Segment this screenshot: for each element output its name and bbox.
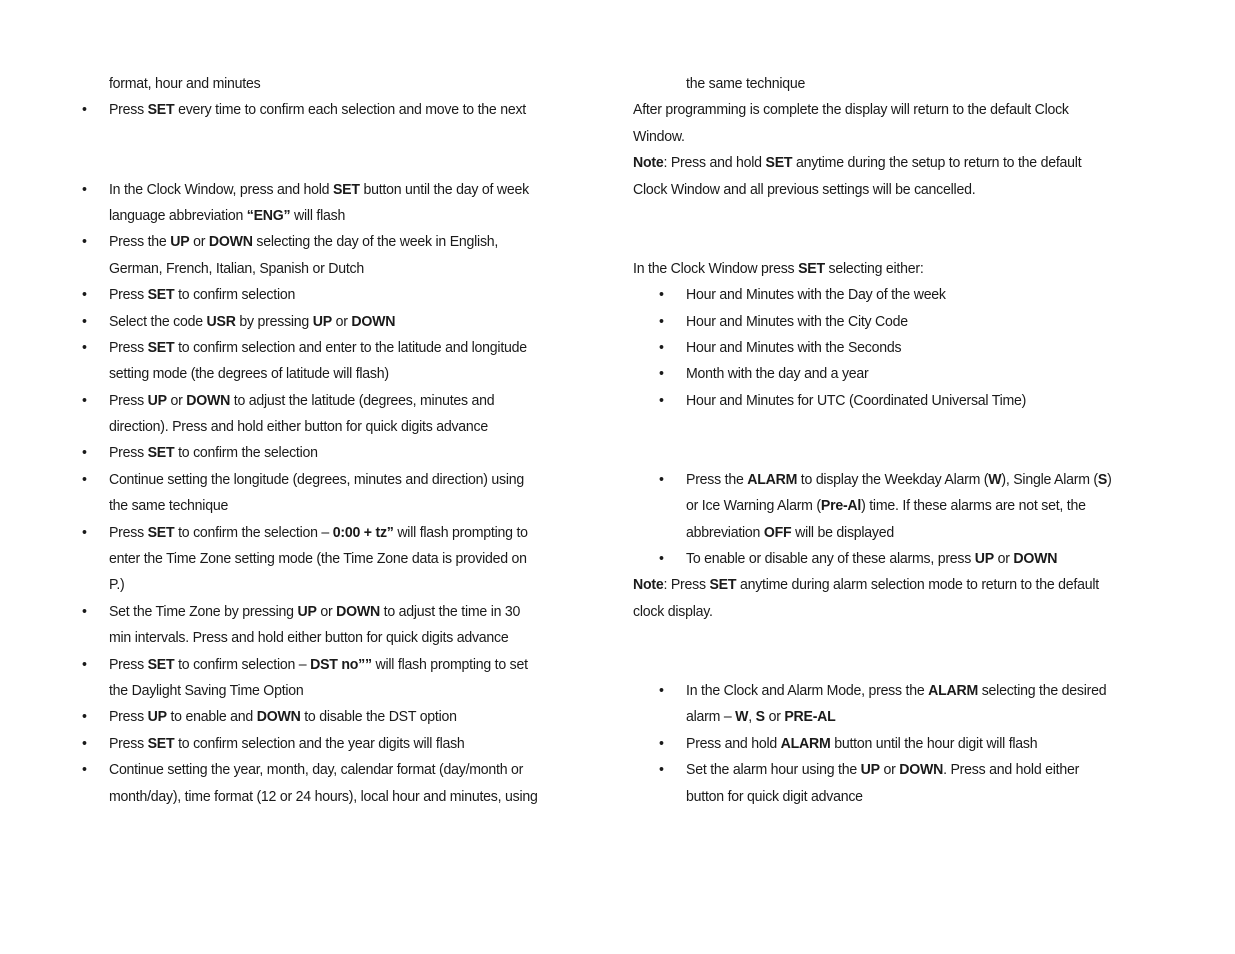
text-run: In the Clock Window, press and hold (108, 180, 333, 198)
text-run: to confirm selection (174, 286, 296, 304)
text-run: to confirm the selection – (174, 523, 333, 541)
bullet-icon: • (659, 470, 664, 488)
bullet-icon: • (82, 286, 87, 304)
bold-term: SET (765, 154, 793, 172)
bullet-item-line (82, 704, 569, 730)
bullet-icon: • (82, 391, 87, 409)
blank-line (633, 625, 1154, 651)
bullet-icon: • (82, 444, 87, 462)
text-run: Press (108, 655, 148, 673)
text-run: : Press and hold (663, 154, 766, 172)
bold-term: SET (147, 655, 175, 673)
bullet-item-line (82, 599, 569, 625)
bold-term: S (1097, 470, 1108, 488)
text-run: Hour and Minutes for UTC (Coordinated Universal Time) (686, 391, 1027, 409)
bold-term: DOWN (256, 708, 301, 726)
text-run: , (748, 708, 756, 726)
bold-term: UP (312, 312, 332, 330)
bold-term: SET (147, 734, 175, 752)
text-run: Press (108, 338, 148, 356)
bullet-icon: • (82, 233, 87, 251)
text-run: will flash (290, 206, 346, 224)
bullet-icon: • (82, 734, 87, 752)
text-run: the Daylight Saving Time Option (108, 681, 304, 699)
text-run: Window. (633, 127, 685, 145)
bold-term: DOWN (351, 312, 396, 330)
bullet-continuation-line (82, 625, 569, 651)
bullet-icon: • (659, 550, 664, 568)
text-run: language abbreviation (108, 206, 247, 224)
text-run: Hour and Minutes with the Day of the week (686, 286, 946, 304)
bullet-item-line (82, 731, 569, 757)
bullet-continuation-line (633, 493, 1154, 519)
text-run: will flash prompting to (393, 523, 528, 541)
text-run: Press (108, 708, 148, 726)
text-run: by pressing (235, 312, 313, 330)
bold-term: UP (147, 708, 167, 726)
bold-term: UP (860, 761, 880, 779)
text-run: German, French, Italian, Spanish or Dutch (108, 259, 365, 277)
bullet-continuation-line (633, 704, 1154, 730)
bullet-item-line (633, 467, 1154, 493)
bold-term: SET (798, 259, 825, 277)
blank-line (82, 150, 569, 176)
text-run: to adjust the latitude (degrees, minutes and (230, 391, 495, 409)
bullet-icon: • (82, 708, 87, 726)
bold-term: DOWN (336, 602, 380, 620)
bullet-continuation-line (82, 572, 569, 598)
bullet-item-line (633, 546, 1154, 572)
text-run: to confirm the selection (174, 444, 318, 462)
bold-term: Pre-Al (820, 497, 862, 515)
bullet-item-line (633, 731, 1154, 757)
bold-term: ALARM (780, 734, 831, 752)
bullet-continuation-line (82, 784, 569, 810)
bullet-item-line (633, 335, 1154, 361)
text-run: Select the code (108, 312, 207, 330)
bullet-item-line (82, 229, 569, 255)
text-run: to confirm selection and enter to the latitude and longitude (174, 338, 527, 356)
bullet-continuation-line (82, 203, 569, 229)
text-run: Press (108, 523, 148, 541)
bold-term: UP (147, 391, 167, 409)
bullet-item-line (82, 309, 569, 335)
bullet-icon: • (659, 312, 664, 330)
text-run: every time to confirm each selection and move to the next (174, 101, 526, 119)
bullet-icon: • (82, 312, 87, 330)
bullet-icon: • (659, 391, 664, 409)
text-run: or (993, 550, 1014, 568)
text-run: will be displayed (791, 523, 895, 541)
paragraph-line (633, 599, 1154, 625)
bullet-icon: • (82, 101, 87, 119)
text-run: Press (108, 391, 148, 409)
text-run: or (879, 761, 900, 779)
bullet-icon: • (82, 180, 87, 198)
text-run: To enable or disable any of these alarms, press (686, 550, 975, 568)
bold-term: SET (147, 286, 175, 304)
paragraph-line (633, 124, 1154, 150)
text-run: alarm – (686, 708, 736, 726)
paragraph-line (633, 150, 1154, 176)
text-run: Set the Time Zone by pressing (108, 602, 298, 620)
text-run: ) (1107, 470, 1112, 488)
blank-line (633, 229, 1154, 255)
text-run: ), Single Alarm ( (1001, 470, 1098, 488)
text-run: Continue setting the longitude (degrees, minutes and direction) using (108, 470, 524, 488)
text-run: format, hour and minutes (108, 75, 261, 92)
bullet-item-line (633, 282, 1154, 308)
blank-line (82, 124, 569, 150)
text-run: Press (108, 444, 148, 462)
bullet-item-line (633, 757, 1154, 783)
text-run: Hour and Minutes with the City Code (686, 312, 908, 330)
bullet-continuation-line (82, 71, 569, 97)
text-run: the same technique (686, 75, 806, 92)
blank-line (633, 414, 1154, 440)
bullet-icon: • (82, 602, 87, 620)
bullet-icon: • (82, 655, 87, 673)
text-run: In the Clock Window press (633, 259, 799, 277)
bold-term: SET (709, 576, 737, 594)
paragraph-line (633, 97, 1154, 123)
text-run: Press (108, 286, 148, 304)
bullet-continuation-line (82, 493, 569, 519)
bullet-item-line (82, 520, 569, 546)
bold-term: Note (633, 576, 664, 594)
bold-term: S (755, 708, 765, 726)
text-run: anytime during alarm selection mode to return to the default (736, 576, 1099, 594)
bold-term: W (988, 470, 1002, 488)
bullet-continuation-line (82, 256, 569, 282)
paragraph-line (633, 177, 1154, 203)
bullet-item-line (82, 757, 569, 783)
bold-term: DOWN (208, 233, 253, 251)
text-run: button until the day of week (359, 180, 529, 198)
bold-term: SET (147, 101, 175, 119)
text-run: Press the (108, 233, 171, 251)
bold-term: SET (332, 180, 360, 198)
bullet-item-line (633, 361, 1154, 387)
bold-term: “ENG” (246, 206, 291, 224)
bullet-icon: • (659, 286, 664, 304)
bullet-item-line (82, 440, 569, 466)
text-run: or (166, 391, 187, 409)
blank-line (633, 203, 1154, 229)
text-run: button for quick digit advance (686, 787, 863, 805)
text-run: Month with the day and a year (686, 365, 869, 383)
bold-term: USR (206, 312, 236, 330)
bold-term: ALARM (747, 470, 798, 488)
text-run: Press the (686, 470, 748, 488)
text-run: Press (108, 101, 148, 119)
bullet-item-line (82, 177, 569, 203)
bullet-item-line (82, 388, 569, 414)
bold-term: SET (147, 338, 175, 356)
text-run: to disable the DST option (300, 708, 457, 726)
bold-term: UP (170, 233, 190, 251)
bullet-icon: • (82, 470, 87, 488)
bullet-continuation-line (633, 520, 1154, 546)
text-run: anytime during the setup to return to the default (792, 154, 1082, 172)
text-run: will flash prompting to set (371, 655, 528, 673)
bold-term: OFF (763, 523, 792, 541)
text-run: to display the Weekday Alarm ( (797, 470, 989, 488)
bullet-item-line (82, 97, 569, 123)
bold-term: SET (147, 444, 175, 462)
bullet-icon: • (659, 681, 664, 699)
bullet-icon: • (82, 523, 87, 541)
bold-term: 0:00 + tz” (332, 523, 394, 541)
text-run: or (331, 312, 352, 330)
text-run: Set the alarm hour using the (686, 761, 861, 779)
bold-term: PRE-AL (784, 708, 836, 726)
text-run: or (316, 602, 337, 620)
bold-term: DOWN (899, 761, 944, 779)
bullet-continuation-line (633, 71, 1154, 97)
bullet-icon: • (659, 338, 664, 356)
bullet-item-line (633, 678, 1154, 704)
bullet-item-line (82, 652, 569, 678)
blank-line (633, 440, 1154, 466)
text-run: direction). Press and hold either button for quick digits advance (108, 418, 489, 436)
text-run: enter the Time Zone setting mode (the Time Zone data is provided on (108, 550, 527, 568)
text-run: the same technique (108, 497, 229, 515)
text-run: button until the hour digit will flash (830, 734, 1038, 752)
bold-term: SET (147, 523, 175, 541)
text-run: month/day), time format (12 or 24 hours), local hour and minutes, using (108, 787, 538, 805)
bold-term: DOWN (1013, 550, 1058, 568)
text-run: selecting the day of the week in English, (252, 233, 499, 251)
text-run: to adjust the time in 30 (379, 602, 521, 620)
text-run: selecting the desired (978, 681, 1107, 699)
bullet-icon: • (659, 761, 664, 779)
left-column (82, 71, 569, 810)
blank-line (633, 652, 1154, 678)
text-run: Continue setting the year, month, day, calendar format (day/month or (108, 761, 524, 779)
paragraph-line (633, 572, 1154, 598)
text-run: abbreviation (686, 523, 764, 541)
bullet-continuation-line (82, 414, 569, 440)
bullet-continuation-line (82, 546, 569, 572)
bullet-continuation-line (82, 361, 569, 387)
text-run: ) time. If these alarms are not set, the (861, 497, 1086, 515)
bullet-item-line (633, 309, 1154, 335)
text-run: to enable and (166, 708, 257, 726)
text-run: to confirm selection – (174, 655, 311, 673)
bold-term: W (735, 708, 749, 726)
bullet-continuation-line (82, 678, 569, 704)
bullet-item-line (633, 388, 1154, 414)
text-run: or (764, 708, 785, 726)
bullet-icon: • (659, 734, 664, 752)
bullet-item-line (82, 335, 569, 361)
text-run: After programming is complete the display will return to the default Clock (633, 101, 1069, 119)
text-run: min intervals. Press and hold either button for quick digits advance (108, 629, 509, 647)
bold-term: DST no”” (310, 655, 372, 673)
bullet-item-line (82, 467, 569, 493)
bold-term: DOWN (186, 391, 231, 409)
bullet-continuation-line (633, 784, 1154, 810)
bold-term: ALARM (928, 681, 979, 699)
paragraph-line (633, 256, 1154, 282)
text-run: Clock Window and all previous settings will be cancelled. (633, 180, 976, 198)
text-run: to confirm selection and the year digits will flash (174, 734, 465, 752)
text-run: setting mode (the degrees of latitude will flash) (108, 365, 389, 383)
text-run: clock display. (633, 602, 713, 620)
text-run: Press and hold (686, 734, 781, 752)
text-run: Hour and Minutes with the Seconds (686, 338, 902, 356)
text-run: selecting either: (824, 259, 924, 277)
bold-term: UP (974, 550, 994, 568)
bold-term: Note (633, 154, 664, 172)
right-column (633, 71, 1154, 810)
text-run: In the Clock and Alarm Mode, press the (686, 681, 929, 699)
bullet-icon: • (82, 338, 87, 356)
text-run: or Ice Warning Alarm ( (686, 497, 821, 515)
text-run: : Press (663, 576, 710, 594)
text-run: . Press and hold either (943, 761, 1080, 779)
bullet-icon: • (659, 365, 664, 383)
text-run: Press (108, 734, 148, 752)
text-run: P.) (108, 576, 125, 594)
bold-term: UP (297, 602, 317, 620)
bullet-item-line (82, 282, 569, 308)
bullet-icon: • (82, 761, 87, 779)
text-run: or (189, 233, 209, 251)
